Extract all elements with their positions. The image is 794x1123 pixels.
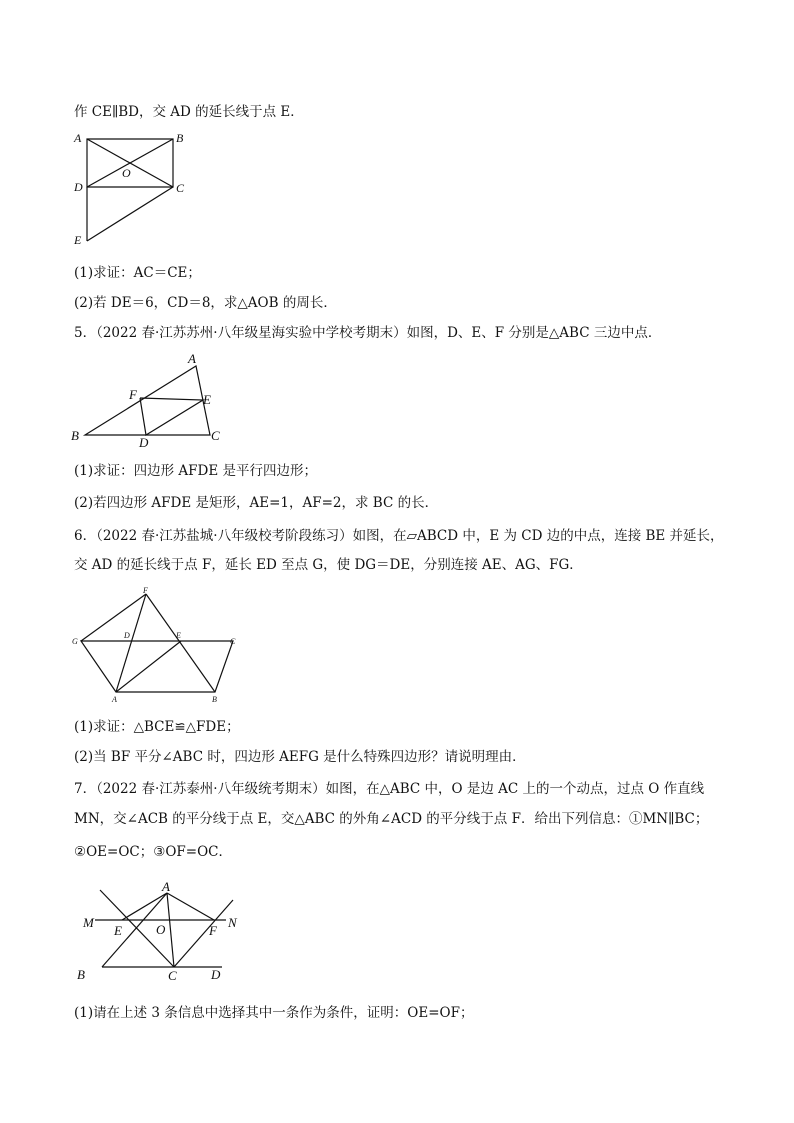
label-e: E [203, 392, 211, 407]
label-e: E [176, 631, 181, 640]
label-c: C [176, 181, 185, 195]
label-b: B [77, 967, 85, 982]
text-line: 6．（2022 春·江苏盐城·八年级校考阶段练习）如图，在▱ABCD 中，E 为 CD 边的中点，连接 BE 并延长， [74, 528, 724, 544]
figure-triangle-angle-bisectors [70, 880, 250, 984]
text-line: (1)求证：AC＝CE； [74, 265, 201, 281]
label-n: N [228, 915, 237, 930]
text-line: (1)求证：△BCE≌△FDE； [74, 719, 240, 735]
figure-triangle-abc-midpoints [68, 352, 238, 448]
label-o: O [122, 166, 131, 180]
label-c: C [168, 968, 177, 983]
text-line: MN，交∠ACB 的平分线于点 E，交△ABC 的外角∠ACD 的平分线于点 F．给出下列信息：①MN∥BC； [74, 811, 709, 827]
label-f: F [143, 586, 148, 595]
label-d: D [74, 180, 83, 194]
label-f: F [209, 923, 217, 938]
figure-rectangle-abcd [70, 128, 190, 250]
label-a: A [162, 880, 170, 894]
label-c: C [230, 637, 236, 646]
figure-parallelogram-abcd [68, 586, 246, 706]
text-line: ②OE=OC；③OF=OC． [74, 844, 232, 860]
label-b: B [176, 131, 184, 145]
label-o: O [156, 922, 166, 937]
label-e: E [74, 233, 82, 247]
text-line: (2)当 BF 平分∠ABC 时，四边形 AEFG 是什么特殊四边形？请说明理由． [74, 749, 526, 765]
text-line: 作 CE∥BD，交 AD 的延长线于点 E． [74, 104, 304, 120]
text-line: 7．（2022 春·江苏泰州·八年级统考期末）如图，在△ABC 中，O 是边 AC 上的一个动点，过点 O 作直线 [74, 781, 705, 797]
label-e: E [114, 923, 122, 938]
label-f: F [129, 387, 137, 402]
label-d: D [139, 435, 149, 448]
text-line: 交 AD 的延长线于点 F，延长 ED 至点 G，使 DG＝DE，分别连接 AE、AG、FG． [74, 557, 583, 573]
text-line: (1)请在上述 3 条信息中选择其中一条作为条件，证明：OE=OF； [74, 1005, 474, 1021]
text-line: (2)若四边形 AFDE 是矩形，AE=1，AF=2，求 BC 的长． [74, 495, 439, 511]
text-line: (1)求证：四边形 AFDE 是平行四边形； [74, 463, 317, 479]
label-c: C [211, 428, 220, 443]
label-d: D [124, 631, 130, 640]
label-a: A [188, 352, 196, 366]
label-a: A [112, 695, 117, 704]
label-b: B [71, 428, 79, 443]
label-d: D [211, 967, 221, 982]
text-line: (2)若 DE＝6，CD＝8，求△AOB 的周长． [74, 295, 337, 311]
label-m: M [83, 915, 94, 930]
text-line: 5．（2022 春·江苏苏州·八年级星海实验中学校考期末）如图，D、E、F 分别是△ABC 三边中点． [74, 325, 662, 341]
label-a: A [74, 131, 82, 145]
label-g: G [72, 637, 78, 646]
label-b: B [212, 695, 217, 704]
